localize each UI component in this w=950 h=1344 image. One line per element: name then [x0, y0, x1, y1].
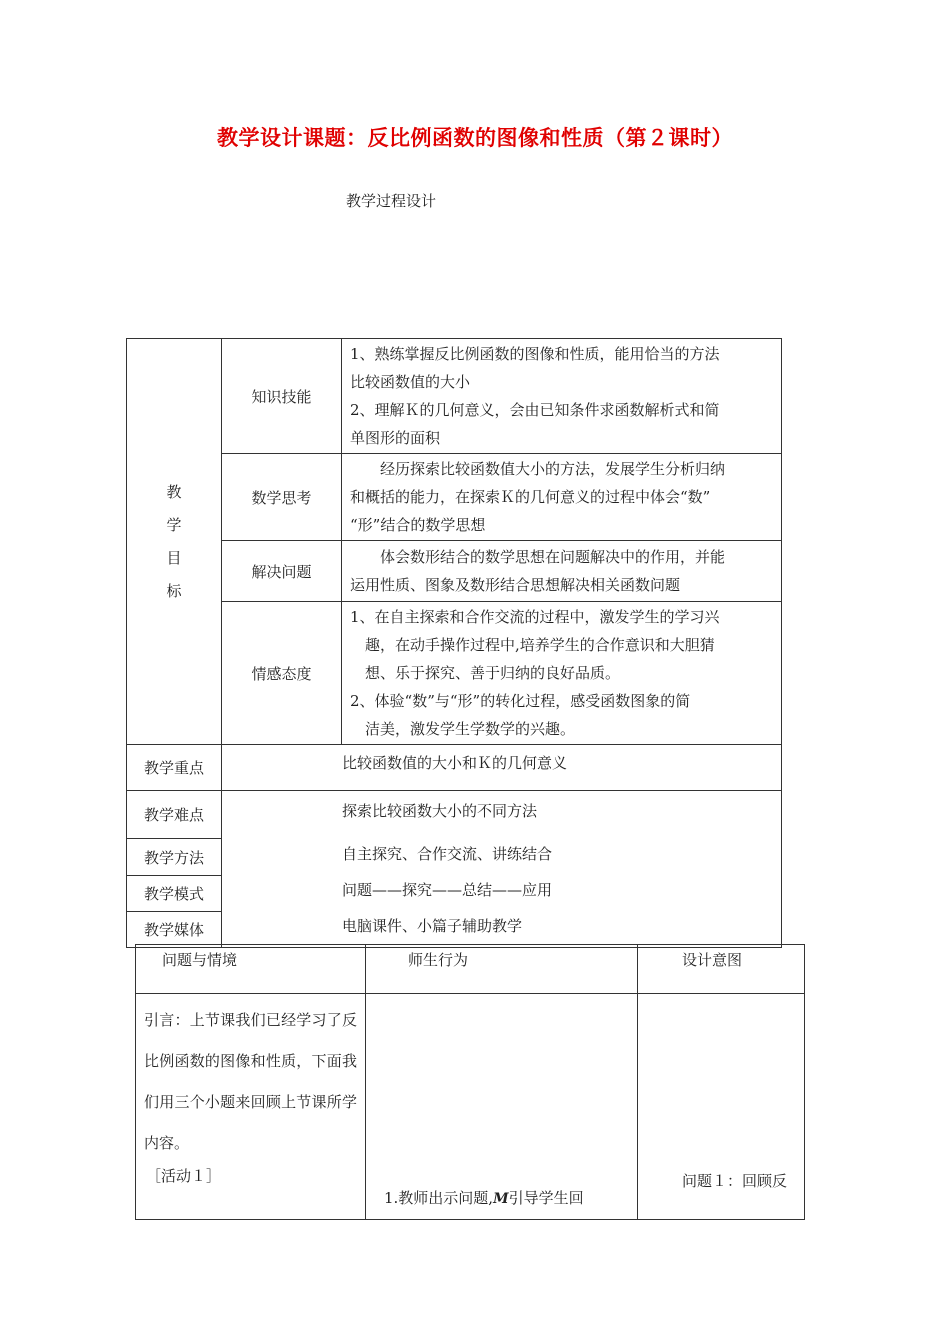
- goals-category-char: 标: [166, 581, 182, 600]
- goal-content-attitude: [342, 602, 782, 745]
- m-symbol-icon: M: [493, 1191, 509, 1207]
- info-value-mode: 问题——探究——总结——应用: [342, 881, 553, 899]
- header-teacher-student: 师生行为: [366, 945, 638, 994]
- goal-content-problem-solving: [342, 541, 782, 602]
- goal-line: 经历探索比较函数值大小的方法，发展学生分析归纳: [380, 460, 726, 478]
- teaching-goals-table: [126, 338, 782, 948]
- info-label-mode: 教学模式: [127, 876, 222, 912]
- goals-category-char: 教: [166, 482, 182, 501]
- process-intent-cell: [638, 994, 805, 1220]
- goals-category-char: 学: [166, 515, 182, 534]
- info-label-difficulty: 教学难点: [127, 791, 222, 839]
- goal-line: 比较函数值的大小: [350, 373, 471, 391]
- goal-line: 想、乐于探究、善于归纳的良好品质。: [365, 664, 621, 682]
- goal-content-knowledge: [342, 339, 782, 454]
- info-values-block: [222, 791, 782, 948]
- goal-line: 体会数形结合的数学思想在问题解决中的作用，并能: [380, 548, 726, 566]
- intent-text: 问题１：回顾反: [682, 1172, 788, 1190]
- goal-line: 运用性质、图象及数形结合思想解决相关函数问题: [350, 576, 681, 594]
- goals-category-char: 目: [166, 548, 182, 567]
- info-label-key-point: 教学重点: [127, 745, 222, 791]
- goal-line: “形”结合的数学思想: [350, 516, 486, 534]
- info-label-method: 教学方法: [127, 839, 222, 876]
- info-value-difficulty: 探索比较函数大小的不同方法: [342, 802, 538, 820]
- goal-label-attitude: 情感态度: [222, 602, 342, 745]
- goal-label-knowledge: 知识技能: [222, 339, 342, 454]
- step-text: [384, 1187, 584, 1208]
- section-subtitle: 教学过程设计: [346, 192, 437, 210]
- activity-label: ［活动１］: [146, 1167, 222, 1185]
- goal-line: 洁美，激发学生学数学的兴趣。: [365, 720, 576, 738]
- step-suffix: 引导学生回: [508, 1189, 584, 1207]
- goal-label-thinking: 数学思考: [222, 454, 342, 541]
- header-problem-context: 问题与情境: [136, 945, 366, 994]
- document-title: 教学设计课题：反比例函数的图像和性质（第２课时）: [217, 126, 733, 150]
- header-design-intent: 设计意图: [638, 945, 805, 994]
- goal-line: 2、理解Ｋ的几何意义，会由已知条件求函数解析式和简: [350, 401, 720, 419]
- step-prefix: 1.教师出示问题,: [384, 1189, 494, 1207]
- goal-line: 趣，在动手操作过程中,培养学生的合作意识和大胆猜: [365, 636, 715, 654]
- goal-content-thinking: [342, 454, 782, 541]
- info-value-media: 电脑课件、小篇子辅助教学: [342, 917, 523, 935]
- goal-line: 2、体验“数”与“形”的转化过程，感受函数图象的简: [350, 692, 691, 710]
- goals-category-cell: [127, 339, 222, 745]
- teaching-process-table: [135, 944, 805, 1220]
- process-behavior-cell: [366, 994, 638, 1220]
- intro-paragraph: 引言：上节课我们已经学习了反比例函数的图像和性质，下面我们用三个小题来回顾上节课所学内容。: [144, 1011, 357, 1152]
- goal-line: 1、熟练掌握反比例函数的图像和性质，能用恰当的方法: [350, 345, 720, 363]
- goal-line: 单图形的面积: [350, 429, 441, 447]
- info-label-media: 教学媒体: [127, 912, 222, 948]
- goal-line: 和概括的能力，在探索Ｋ的几何意义的过程中体会“数”: [350, 488, 711, 506]
- goal-line: 1、在自主探索和合作交流的过程中，激发学生的学习兴: [350, 608, 720, 626]
- info-value-method: 自主探究、合作交流、讲练结合: [342, 845, 553, 863]
- process-context-cell: [136, 994, 366, 1220]
- goal-label-problem-solving: 解决问题: [222, 541, 342, 602]
- info-value-key-point: 比较函数值的大小和Ｋ的几何意义: [222, 745, 782, 791]
